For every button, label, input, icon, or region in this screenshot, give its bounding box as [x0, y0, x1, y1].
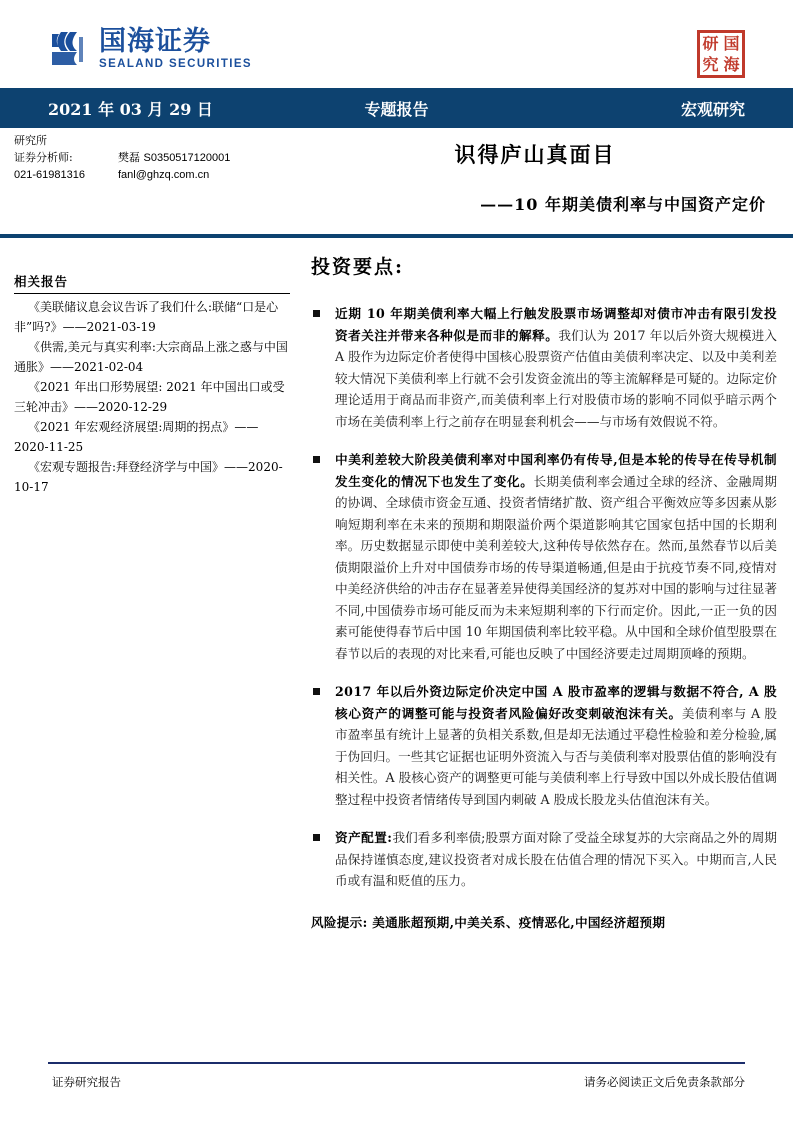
seal-char-2: 究 — [702, 54, 719, 74]
analyst-email[interactable]: fanl@ghzq.com.cn — [118, 169, 210, 181]
footer-right-label: 请务必阅读正文后免责条款部分 — [584, 1075, 745, 1089]
highlight-body: 长期美债利率会通过全球的经济、金融周期的协调、全球债市资金互通、投资者情绪扩散、资产组合平衡效应等多因素从影响短期利率在未来的预期和期限溢价两个渠道影响其它国家包括中国的长期利率。历史数据显示即使中美利差较大,这种传导依然存在。然而,虽然春节以后美债期限溢价上升对中国债券市场的传导渠道畅通,但是由于抗疫节奏不同,疫情对中美经济供给的冲击存在显著差异使得美国经济的复苏对中国的影响与过往显著不同,中国债券市场可能反而为未来短期利率的下行而定价。因此,一正一负的因素可能使得春节后中国 10 年期国债利率比较平稳。从中国和全球价值型股票在春节以后的表现的对比来看,可能也反映了中国经济要走过周期顶峰的预期。 — [335, 473, 778, 661]
risk-disclosure: 风险提示: 美通胀超预期,中美关系、疫情恶化,中国经济超预期 — [311, 914, 666, 930]
analyst-license: S0350517120001 — [143, 152, 231, 164]
highlight-body: 我们认为 2017 年以后外资大规模进入 A 股作为边际定价者使得中国核心股票资产估值由美债利率决定、以及中美利差较大情况下美债利率上行就不会引发资金流出的等主流解释是可疑的。边际定价理论适用于商品而非资产,而美债利率上行对股债市场的影响不同似乎暗示两个市场在美债利率上行之前存在明显套利机会——与市场有效假说不符。 — [335, 327, 777, 429]
report-type-label: 专题报告 — [364, 99, 429, 119]
analyst-row — [14, 149, 286, 167]
logo-band — [0, 0, 793, 88]
highlight-bullet — [311, 449, 777, 664]
related-reports-panel — [14, 272, 290, 498]
highlight-lead: 资产配置: — [335, 830, 393, 845]
sealand-logo-icon — [48, 28, 90, 70]
seal-char-0: 研 — [702, 33, 719, 53]
related-report-item[interactable]: 《宏观专题报告:拜登经济学与中国》——2020-10-17 — [14, 460, 283, 494]
related-reports-divider — [14, 293, 290, 294]
investment-highlights-heading: 投资要点: — [311, 256, 405, 278]
institute-row — [14, 132, 286, 149]
related-reports-heading: 相关报告 — [14, 274, 69, 289]
highlight-bullet — [311, 303, 777, 432]
logo-name-cn: 国海证券 — [99, 26, 211, 57]
highlight-body: 我们看多利率债;股票方面对除了受益全球复苏的大宗商品之外的周期品保持谨慎态度,建议投资者对成长股在估值合理的情况下买入。中期而言,人民币或有温和贬值的压力。 — [335, 830, 777, 888]
analyst-label: 证券分析师: — [14, 151, 73, 164]
title-block — [300, 140, 770, 215]
highlight-body: 美债利率与 A 股市盈率虽有统计上显著的负相关系数,但是却无法通过平稳性检验和差分检验,属于伪回归。一些其它证据也证明外资流入与否与美债利率对股票估值的影响没有相关性。A 股核心资产的调整更可能与美债利率上行导致中国以外成长股估值调整过程中投资者情绪传导到国内刺破 A 股成长股龙头估值泡沫有关。 — [335, 705, 777, 807]
bullet-square-icon — [313, 456, 320, 463]
bullet-square-icon — [313, 688, 320, 695]
page-subtitle: ——10 年期美债利率与中国资产定价 — [480, 195, 766, 214]
related-report-item[interactable]: 《供需,美元与真实利率:大宗商品上涨之惑与中国通胀》——2021-02-04 — [14, 340, 288, 374]
page-title: 识得庐山真面目 — [454, 142, 616, 167]
research-institute-seal-icon — [697, 30, 745, 78]
analyst-identity — [118, 149, 286, 167]
institute-label: 研究所 — [14, 134, 47, 147]
report-category: 宏观研究 — [680, 99, 745, 119]
report-date: 2021 年 03 月 29 日 — [48, 99, 213, 119]
highlight-lead: 中美利差较大阶段美债利率对中国利率仍有传导,但是本轮的传导在传导机制发生变化的情况下也发生了变化。 — [335, 452, 777, 489]
related-report-item[interactable]: 《2021 年出口形势展望: 2021 年中国出口或受三轮冲击》——2020-12-29 — [14, 380, 285, 414]
logo-name-en: SEALAND SECURITIES — [99, 58, 252, 70]
highlight-bullet — [311, 681, 777, 810]
report-header-bar — [0, 88, 793, 128]
company-logo — [48, 28, 252, 71]
bullet-square-icon — [313, 310, 320, 317]
investment-highlights-panel — [311, 252, 777, 933]
highlight-lead: 2017 年以后外资边际定价决定中国 A 股市盈率的逻辑与数据不符合, A 股核心资产的调整可能与投资者风险偏好改变刺破泡沫有关。 — [335, 684, 777, 721]
related-report-item[interactable]: 《美联储议息会议告诉了我们什么:联储“口是心非”吗?》——2021-03-19 — [14, 300, 279, 334]
footer-divider — [48, 1062, 745, 1064]
analyst-phone: 021-61981316 — [14, 169, 85, 181]
bullet-square-icon — [313, 834, 320, 841]
analyst-name: 樊磊 — [118, 151, 140, 164]
footer-left-label: 证券研究报告 — [52, 1075, 121, 1089]
related-report-item[interactable]: 《2021 年宏观经济展望:周期的拐点》——2020-11-25 — [14, 420, 259, 454]
seal-char-1: 国 — [723, 33, 740, 53]
seal-char-3: 海 — [723, 54, 740, 74]
highlight-bullet — [311, 827, 777, 892]
contact-row — [14, 167, 286, 184]
header-divider — [0, 234, 793, 238]
analyst-meta — [14, 132, 286, 184]
highlight-lead: 近期 10 年期美债利率大幅上行触发股票市场调整却对债市冲击有限引发投资者关注并带来各种似是而非的解释。 — [335, 306, 777, 343]
